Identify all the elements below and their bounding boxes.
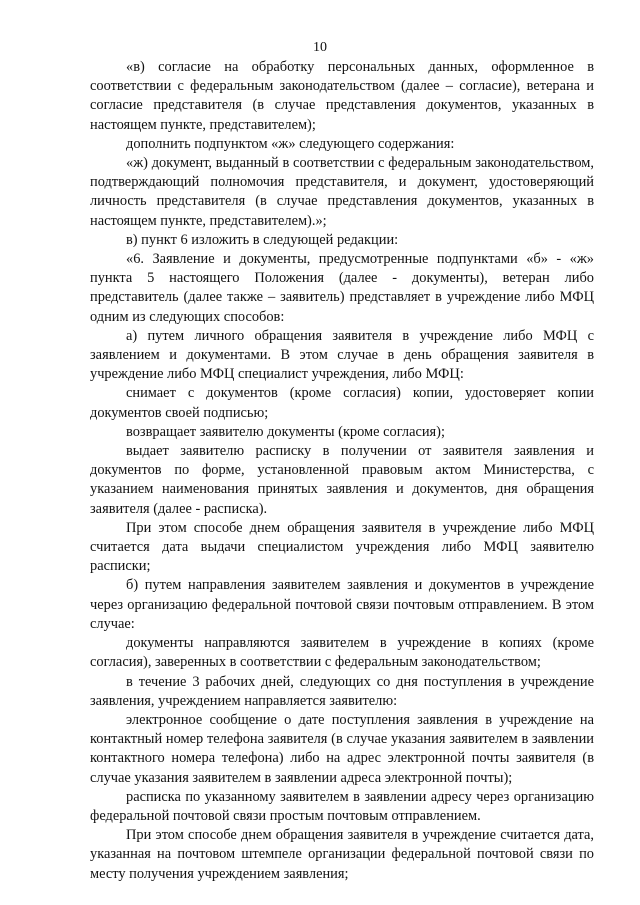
paragraph: «6. Заявление и документы, предусмотренные подпунктами «б» - «ж» пункта 5 настоящего Положения (далее - документы), ветеран либо представитель (далее также – заявитель) представляет в учреждение либо МФЦ одним из следующих способов: — [90, 251, 594, 325]
paragraph: возвращает заявителю документы (кроме согласия); — [126, 423, 445, 440]
paragraph: расписка по указанному заявителем в заявлении адресу через организацию федеральной почтовой связи простым почтовым отправлением. — [90, 788, 594, 824]
paragraph: в течение 3 рабочих дней, следующих со дня поступления в учреждение заявления, учреждением направляется заявителю: — [90, 673, 594, 709]
paragraph: При этом способе днем обращения заявителя в учреждение либо МФЦ считается дата выдачи специалистом учреждения либо МФЦ заявителю расписки; — [90, 519, 594, 575]
document-body — [90, 58, 594, 884]
paragraph: При этом способе днем обращения заявителя в учреждение считается дата, указанная на почтовом штемпеле организации федеральной почтовой связи по месту получения учреждением заявления; — [90, 827, 594, 882]
paragraph: «ж) документ, выданный в соответствии с федеральным законодательством, подтверждающий полномочия представителя, и документ, удостоверяющий личность представителя (в случае представления документов, указанных в настоящем пункте, представителем).»; — [90, 155, 594, 229]
paragraph: снимает с документов (кроме согласия) копии, удостоверяет копии документов своей подписью; — [90, 385, 594, 421]
paragraph: «в) согласие на обработку персональных данных, оформленное в соответствии с федеральным законодательством (далее – согласие), ветерана и согласие представителя (в случае представления документов, указанных в настоящем пункте, представителем); — [90, 59, 594, 133]
page-number: 10 — [313, 40, 327, 55]
paragraph: электронное сообщение о дате поступления заявления в учреждение на контактный номер телефона заявителя (в случае указания заявителем в заявлении контактного номера телефона) либо на адрес электронной почты заявителя (в случае указания заявителем в заявлении адреса электронной почты); — [90, 711, 594, 786]
paragraph: в) пункт 6 изложить в следующей редакции: — [126, 231, 399, 248]
paragraph: выдает заявителю расписку в получении от заявителя заявления и документов по форме, установленной правовым актом Министерства, с указанием наименования принятых заявления и документов, дня обращения заявителя (далее - расписка). — [90, 443, 594, 517]
paragraph: дополнить подпунктом «ж» следующего содержания: — [126, 135, 455, 152]
paragraph: документы направляются заявителем в учреждение в копиях (кроме согласия), заверенных в соответствии с федеральным законодательством; — [90, 635, 594, 671]
paragraph: а) путем личного обращения заявителя в учреждение либо МФЦ с заявлением и документами. В этом случае в день обращения заявителя в учреждение либо МФЦ специалист учреждения, либо МФЦ: — [90, 327, 594, 383]
paragraph: б) путем направления заявителем заявления и документов в учреждение через организацию федеральной почтовой связи почтовым отправлением. В этом случае: — [90, 577, 594, 632]
